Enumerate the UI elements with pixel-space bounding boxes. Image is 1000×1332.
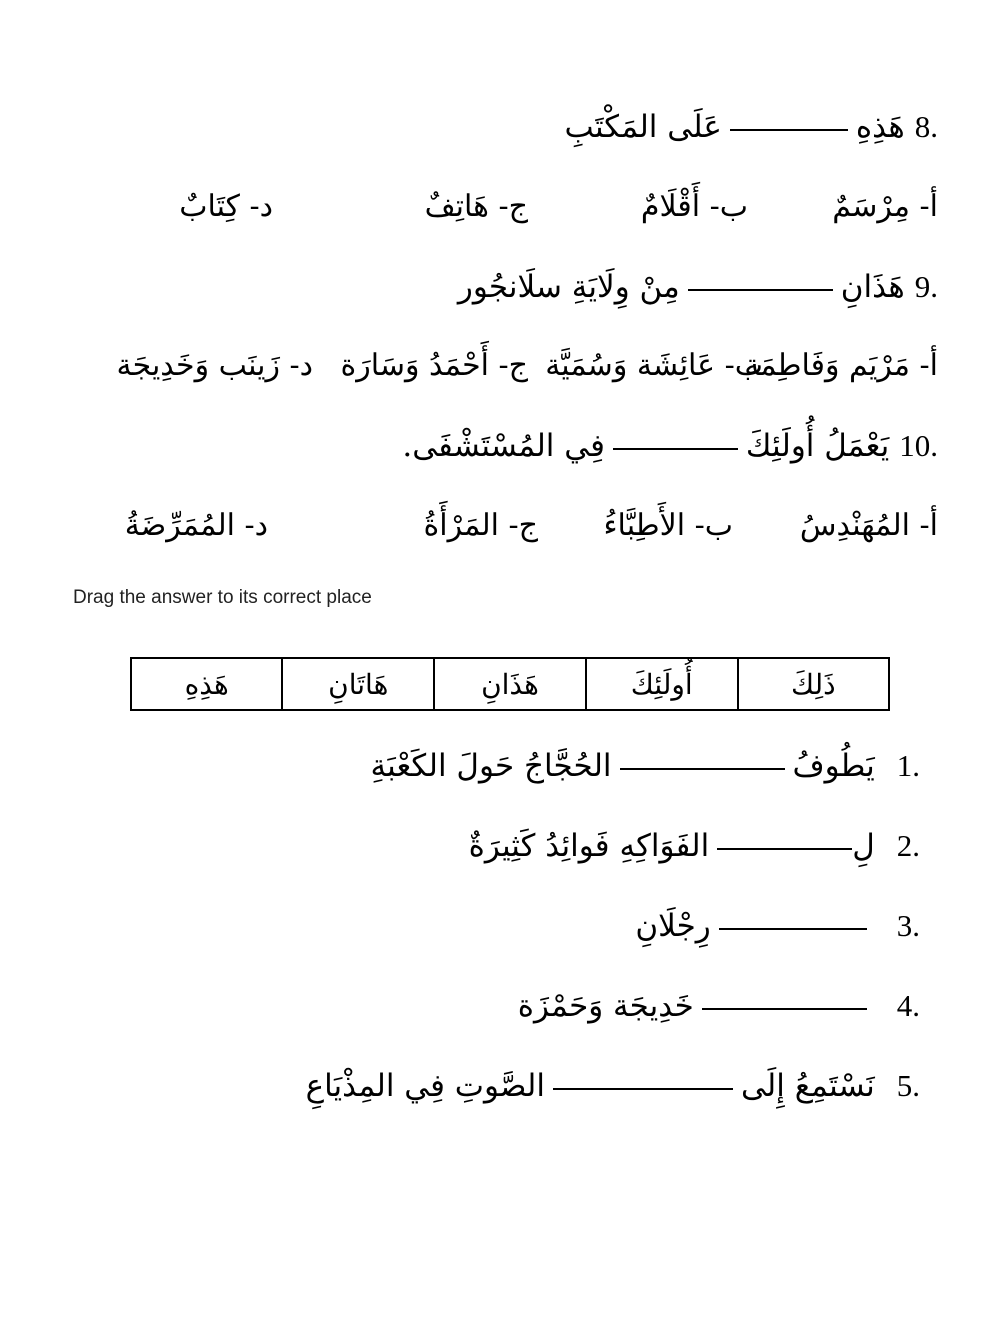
sentence-3: [635, 906, 920, 946]
sentence-text-before: يَطُوفُ: [792, 748, 875, 784]
word-bank-item[interactable]: أُولَئِكَ: [586, 658, 738, 710]
word-bank-item[interactable]: هَاتَانِ: [282, 658, 434, 710]
options-q8: [90, 187, 938, 227]
sentence-1: [370, 746, 920, 786]
options-q10: [90, 506, 938, 546]
option-a[interactable]: أ- مَرْيَم وَفَاطِمَة: [744, 348, 938, 383]
sentence-number: 3.: [896, 908, 920, 943]
sentence-5: [306, 1066, 920, 1106]
option-a[interactable]: أ- المُهَنْدِسُ: [799, 508, 938, 543]
question-text-before: هَذِهِ: [855, 109, 905, 145]
drop-blank[interactable]: [553, 1087, 733, 1090]
sentence-4: [518, 986, 920, 1026]
option-d[interactable]: د- المُمَرِّضَةُ: [124, 508, 268, 543]
sentence-2: [469, 826, 920, 866]
option-b[interactable]: ب- عَائِشَة وَسُمَيَّة: [545, 348, 763, 383]
option-d[interactable]: د- زَينَب وَخَدِيجَة: [116, 348, 313, 383]
sentence-text-after: الفَوَاكِهِ فَوائِدُ كَثِيرَةٌ: [468, 828, 710, 864]
drop-blank[interactable]: [620, 767, 785, 770]
word-bank-item[interactable]: هَذِهِ: [131, 658, 282, 710]
sentence-number: 2.: [896, 828, 920, 863]
option-d[interactable]: د- كِتَابٌ: [179, 189, 273, 224]
question-9: [458, 267, 938, 307]
question-text-after: مِنْ وِلَايَةِ سلَانجُور: [457, 269, 680, 305]
sentence-number: 5.: [896, 1068, 920, 1103]
answer-blank: [730, 128, 848, 131]
option-b[interactable]: ب- الأَطِبَّاءُ: [603, 508, 733, 543]
sentence-text-after: الصَّوتِ فِي المِذْيَاعِ: [305, 1068, 545, 1104]
sentence-number: 4.: [896, 988, 920, 1023]
answer-blank: [688, 288, 833, 291]
question-number: 8.: [914, 109, 938, 144]
sentence-text-before: نَسْتَمِعُ إِلَى: [740, 1068, 875, 1104]
option-c[interactable]: ج- أَحْمَدُ وَسَارَة: [340, 348, 528, 383]
sentence-text-after: رِجْلَانِ: [635, 908, 711, 944]
option-c[interactable]: ج- هَاتِفٌ: [424, 189, 528, 224]
word-bank: [130, 657, 890, 711]
option-b[interactable]: ب- أَقْلَامٌ: [640, 189, 748, 224]
question-text-before: هَذَانِ: [840, 269, 905, 305]
question-number: 10.: [899, 428, 938, 463]
sentence-text-before: لِ: [852, 828, 875, 864]
question-number: 9.: [914, 269, 938, 304]
question-8: [565, 107, 938, 147]
drop-blank[interactable]: [702, 1007, 867, 1010]
drop-blank[interactable]: [719, 927, 867, 930]
word-bank-item[interactable]: هَذَانِ: [434, 658, 586, 710]
question-text-before: يَعْمَلُ أُولَئِكَ: [745, 428, 890, 464]
instruction-text: Drag the answer to its correct place: [73, 587, 372, 608]
question-text-after: فِي المُسْتَشْفَى.: [402, 428, 605, 464]
option-c[interactable]: ج- المَرْأَةُ: [423, 508, 538, 543]
question-10: [402, 426, 938, 466]
answer-blank: [613, 447, 738, 450]
word-bank-item[interactable]: ذَلِكَ: [738, 658, 889, 710]
sentence-text-after: الحُجَّاجُ حَولَ الكَعْبَةِ: [370, 748, 612, 784]
sentence-text-after: خَدِيجَة وَحَمْزَة: [517, 988, 694, 1024]
option-a[interactable]: أ- مِرْسَمٌ: [832, 189, 938, 224]
options-q9: [90, 346, 938, 386]
sentence-number: 1.: [896, 748, 920, 783]
question-text-after: عَلَى المَكْتَبِ: [564, 109, 722, 145]
drop-blank[interactable]: [717, 847, 852, 850]
